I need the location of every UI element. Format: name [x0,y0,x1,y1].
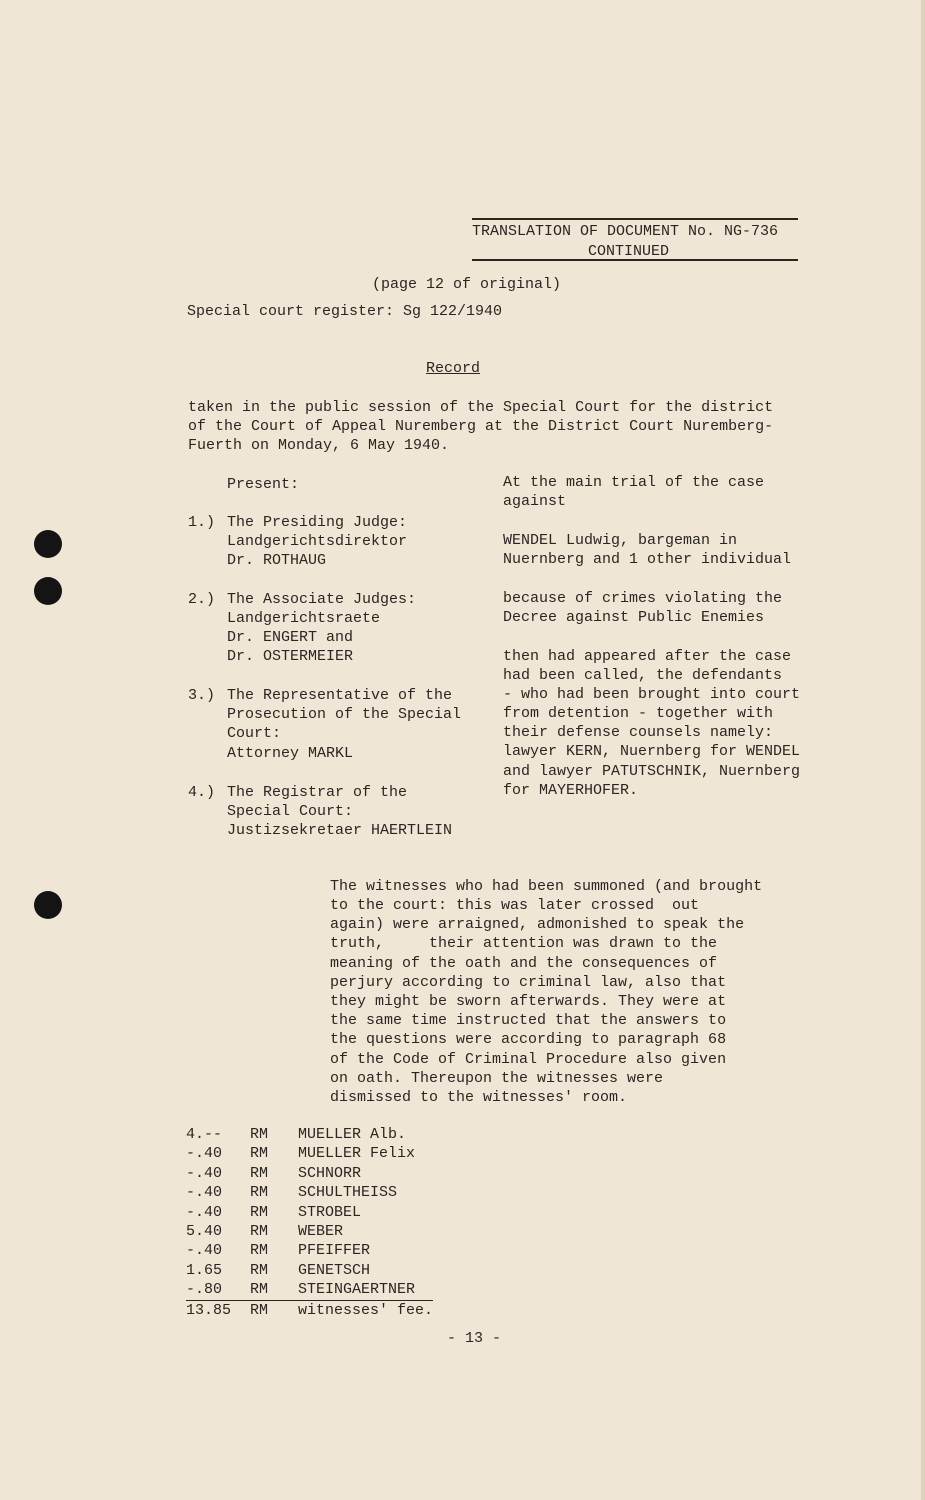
witness-line: dismissed to the witnesses' room. [330,1089,628,1106]
fee-amount: -.40 [186,1145,223,1163]
registrar-name: Justizsekretaer HAERTLEIN [227,822,453,839]
item-number: 3.) [188,687,216,704]
witness-line: meaning of the oath and the consequences of [330,955,718,972]
fee-total-currency: RM [250,1301,269,1319]
associate-judge-name: Dr. ENGERT and [227,629,354,646]
appearance-line: for MAYERHOFER. [503,782,639,799]
table-row [186,1125,433,1144]
witness-name: STROBEL [298,1203,362,1221]
fee-amount: 1.65 [186,1261,223,1279]
defendant-line: Nuernberg and 1 other individual [503,551,792,568]
witness-name: GENETSCH [298,1261,371,1279]
charge-line: Decree against Public Enemies [503,609,765,626]
intro-line: Fuerth on Monday, 6 May 1940. [188,437,450,454]
fee-amount: -.40 [186,1184,223,1202]
defendant-line: WENDEL Ludwig, bargeman in [503,532,738,549]
present-heading: Present: [227,476,300,493]
fee-amount: 4.-- [186,1126,223,1143]
translation-header: TRANSLATION OF DOCUMENT No. NG-736 [472,223,779,240]
witness-name: WEBER [298,1223,344,1241]
witness-name: SCHNORR [298,1164,362,1182]
fee-currency: RM [250,1203,269,1221]
presiding-judge-title: Landgerichtsdirektor [227,533,408,550]
appearance-line: lawyer KERN, Nuernberg for WENDEL [503,743,801,760]
table-row [186,1241,433,1260]
intro-line: of the Court of Appeal Nuremberg at the District Court Nuremberg- [188,418,774,435]
fee-total-label: witnesses' fee. [298,1301,434,1319]
table-row [186,1144,433,1163]
registrar-label: The Registrar of the [227,784,408,801]
witness-line: the questions were according to paragraph 68 [330,1031,727,1048]
trial-line: At the main trial of the case [503,474,765,491]
appearance-line: from detention - together with [503,705,774,722]
appearance-line: then had appeared after the case [503,648,792,665]
charge-line: because of crimes violating the [503,590,783,607]
witness-fees-table [186,1125,433,1320]
page-of-original: (page 12 of original) [372,276,562,293]
associate-judges-label: The Associate Judges: [227,591,417,608]
witness-line: to the court: this was later crossed out [330,897,700,914]
associate-judges-title: Landgerichtsraete [227,610,381,627]
fee-currency: RM [250,1280,298,1300]
header-top-rule [472,218,798,220]
intro-line: taken in the public session of the Special Court for the district [188,399,774,416]
appearance-line: their defense counsels namely: [503,724,774,741]
witness-line: again) were arraigned, admonished to speak the [330,916,745,933]
witness-line: truth, their attention was drawn to the [330,935,718,952]
appearance-line: and lawyer PATUTSCHNIK, Nuernberg [503,763,801,780]
fee-amount: -.40 [186,1203,223,1221]
presiding-judge-name: Dr. ROTHAUG [227,552,327,569]
header-bottom-rule [472,259,798,261]
witness-line: they might be sworn afterwards. They were at [330,993,727,1010]
fee-currency: RM [250,1242,269,1260]
table-row [186,1280,433,1300]
witness-line: The witnesses who had been summoned (and brought [330,878,763,895]
witness-line: of the Code of Criminal Procedure also given [330,1051,727,1068]
fee-currency: RM [250,1145,269,1163]
witness-line: the same time instructed that the answers to [330,1012,727,1029]
witness-name: STEINGAERTNER [298,1280,433,1300]
presiding-judge-label: The Presiding Judge: [227,514,408,531]
witness-line: on oath. Thereupon the witnesses were [330,1070,664,1087]
trial-line: against [503,493,567,510]
table-row [186,1261,433,1280]
punch-hole-middle [34,577,62,605]
witness-name: SCHULTHEISS [298,1184,398,1202]
witness-name: PFEIFFER [298,1242,371,1260]
fee-amount: -.40 [186,1164,223,1182]
page-number: - 13 - [447,1330,502,1347]
court-register: Special court register: Sg 122/1940 [187,303,503,320]
fee-amount: -.40 [186,1242,223,1260]
associate-judge-name: Dr. OSTERMEIER [227,648,354,665]
fee-amount: 5.40 [186,1223,223,1241]
punch-hole-bottom [34,891,62,919]
fee-currency: RM [250,1223,269,1241]
fee-currency: RM [250,1184,269,1202]
prosecution-label: Court: [227,725,282,742]
record-title: Record [426,360,481,377]
table-row [186,1164,433,1183]
table-row [186,1203,433,1222]
punch-hole-top [34,530,62,558]
witness-line: perjury according to criminal law, also that [330,974,727,991]
fee-currency: RM [250,1261,269,1279]
item-number: 2.) [188,591,216,608]
fee-total-row [186,1300,433,1320]
appearance-line: - who had been brought into court [503,686,801,703]
fee-currency: RM [250,1164,269,1182]
witness-name: MUELLER Felix [298,1145,416,1163]
continued-label: CONTINUED [588,243,670,260]
witness-name: MUELLER Alb. [298,1126,407,1143]
item-number: 4.) [188,784,216,801]
fee-currency: RM [250,1126,269,1143]
prosecution-label: Prosecution of the Special [227,706,462,723]
item-number: 1.) [188,514,216,531]
prosecution-label: The Representative of the [227,687,453,704]
fee-total-amount: 13.85 [186,1301,232,1319]
fee-amount: -.80 [186,1280,250,1300]
table-row [186,1222,433,1241]
prosecutor-name: Attorney MARKL [227,745,354,762]
table-row [186,1183,433,1202]
appearance-line: had been called, the defendants [503,667,783,684]
registrar-label: Special Court: [227,803,354,820]
